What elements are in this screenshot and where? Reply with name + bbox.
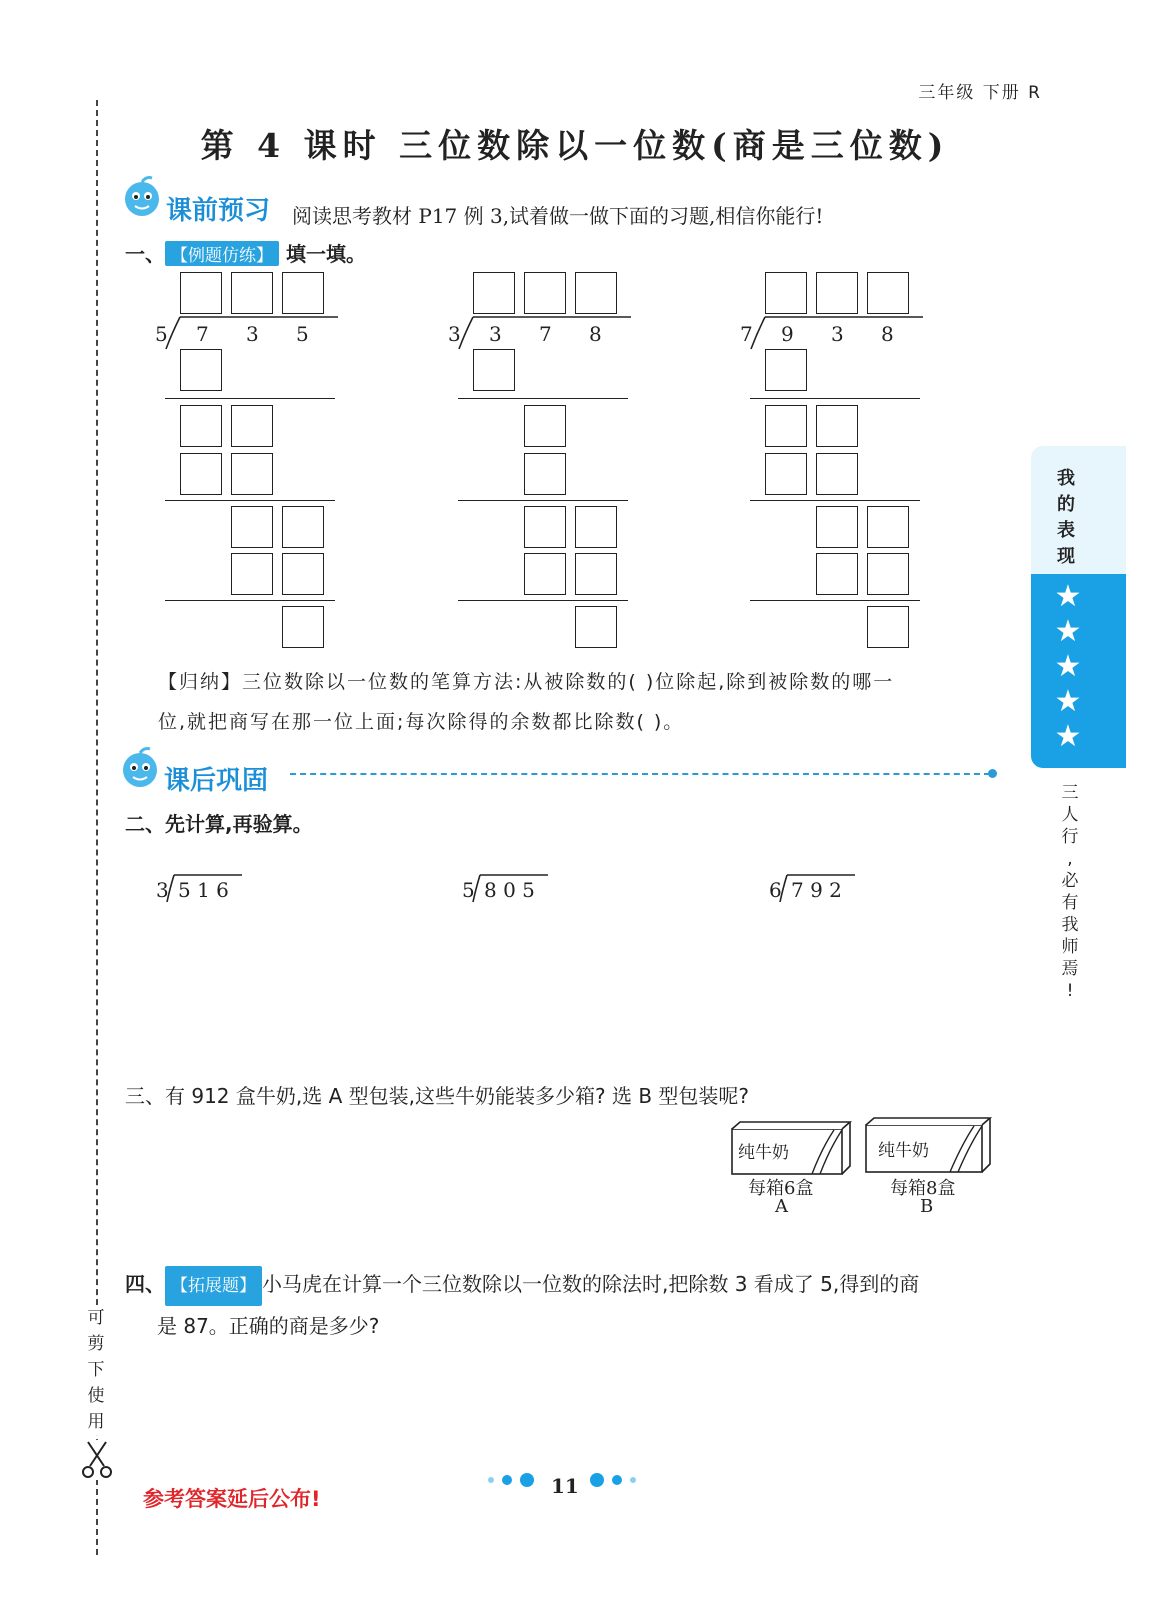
milk-box-label: 纯牛奶 xyxy=(738,1143,789,1163)
divisor: 5 xyxy=(462,878,475,902)
milk-box-type: A xyxy=(775,1196,788,1217)
dividend-digit: 7 xyxy=(539,322,552,346)
answer-box[interactable] xyxy=(575,272,617,314)
dividend-digit: 8 xyxy=(589,322,602,346)
page-title: 第 4 课时 三位数除以一位数(商是三位数) xyxy=(200,126,950,165)
star-icon[interactable]: ★ xyxy=(1054,579,1082,614)
star-icon[interactable]: ★ xyxy=(1054,719,1082,754)
divider-line xyxy=(165,600,335,601)
milk-box-caption: 每箱8盒 xyxy=(890,1178,956,1199)
dividend: 8 0 5 xyxy=(484,878,535,902)
divider-dot xyxy=(988,769,997,778)
milk-box-label: 纯牛奶 xyxy=(878,1141,929,1161)
answer-box[interactable] xyxy=(473,272,515,314)
answer-box[interactable] xyxy=(282,506,324,548)
dividend-digit: 9 xyxy=(781,322,794,346)
answer-box[interactable] xyxy=(816,405,858,447)
divisor: 3 xyxy=(448,322,461,346)
division-bracket xyxy=(150,313,340,353)
answer-box[interactable] xyxy=(231,405,273,447)
answer-box[interactable] xyxy=(180,405,222,447)
answer-box[interactable] xyxy=(524,272,566,314)
division-bracket xyxy=(443,313,633,353)
answer-box[interactable] xyxy=(180,453,222,495)
divisor: 3 xyxy=(156,878,169,902)
star-icon[interactable]: ★ xyxy=(1054,614,1082,649)
divider-line xyxy=(750,600,920,601)
milk-box-type: B xyxy=(920,1196,934,1217)
dividend-digit: 5 xyxy=(296,322,309,346)
answer-box[interactable] xyxy=(867,506,909,548)
dividend-digit: 3 xyxy=(831,322,844,346)
answer-note: 参考答案延后公布! xyxy=(143,1487,321,1511)
answer-box[interactable] xyxy=(867,606,909,648)
summary xyxy=(158,662,1008,742)
after-label: 课后巩固 xyxy=(164,766,269,796)
answer-box[interactable] xyxy=(282,606,324,648)
summary-line-1: 【归纳】三位数除以一位数的笔算方法:从被除数的( )位除起,除到被除数的哪一 xyxy=(158,671,895,693)
answer-box[interactable] xyxy=(524,405,566,447)
milk-box-caption: 每箱6盒 xyxy=(748,1178,814,1199)
preview-intro: 阅读思考教材 P17 例 3,试着做一做下面的习题,相信你能行! xyxy=(292,204,824,228)
performance-sidebar xyxy=(1031,446,1126,768)
cut-hint: 可 剪 下 使 用 xyxy=(86,1305,106,1435)
answer-box[interactable] xyxy=(867,272,909,314)
page-number: 11 xyxy=(551,1474,579,1498)
answer-box[interactable] xyxy=(231,453,273,495)
divider-line xyxy=(458,500,628,501)
answer-box[interactable] xyxy=(575,506,617,548)
q3-text: 三、有 912 盒牛奶,选 A 型包装,这些牛奶能装多少箱? 选 B 型包装呢? xyxy=(125,1084,750,1108)
preview-label: 课前预习 xyxy=(166,196,271,226)
performance-title: 我 的 表 现 xyxy=(1057,468,1075,567)
divider-line xyxy=(750,500,920,501)
answer-box[interactable] xyxy=(575,553,617,595)
answer-box[interactable] xyxy=(180,272,222,314)
divider-line xyxy=(165,500,335,501)
dividend: 5 1 6 xyxy=(178,878,229,902)
answer-box[interactable] xyxy=(282,553,324,595)
q1-heading: 一、 【例题仿练】 填一填。 xyxy=(125,242,366,266)
answer-box[interactable] xyxy=(816,272,858,314)
scissors-icon xyxy=(80,1440,114,1480)
star-icon[interactable]: ★ xyxy=(1054,684,1082,719)
divider-line xyxy=(458,398,628,399)
answer-box[interactable] xyxy=(765,349,807,391)
answer-box[interactable] xyxy=(765,405,807,447)
answer-box[interactable] xyxy=(816,453,858,495)
dividend-digit: 8 xyxy=(881,322,894,346)
dividend-digit: 3 xyxy=(489,322,502,346)
divisor: 7 xyxy=(740,322,753,346)
answer-box[interactable] xyxy=(231,506,273,548)
answer-box[interactable] xyxy=(765,453,807,495)
mascot-icon xyxy=(120,175,164,221)
q4-text: 四、 【拓展题】 小马虎在计算一个三位数除以一位数的除法时,把除数 3 看成了 5,得到的商 是 87。正确的商是多少? xyxy=(125,1264,1015,1346)
mascot-icon xyxy=(118,746,162,792)
division-bracket xyxy=(735,313,925,353)
answer-box[interactable] xyxy=(180,349,222,391)
dividend-digit: 3 xyxy=(246,322,259,346)
answer-box[interactable] xyxy=(231,272,273,314)
grade-label: 三年级 下册 R xyxy=(918,83,1042,103)
answer-box[interactable] xyxy=(231,553,273,595)
motto: 三 人 行 , 必 有 我 师 焉 ! xyxy=(1061,783,1079,1001)
divisor: 5 xyxy=(155,322,168,346)
q1-tag: 【例题仿练】 xyxy=(165,241,279,266)
answer-box[interactable] xyxy=(816,506,858,548)
divisor: 6 xyxy=(769,878,782,902)
section-divider xyxy=(290,773,990,775)
answer-box[interactable] xyxy=(524,553,566,595)
divider-line xyxy=(458,600,628,601)
answer-box[interactable] xyxy=(282,272,324,314)
answer-box[interactable] xyxy=(867,553,909,595)
divider-line xyxy=(165,398,335,399)
answer-box[interactable] xyxy=(473,349,515,391)
answer-box[interactable] xyxy=(524,453,566,495)
divider-line xyxy=(750,398,920,399)
dividend: 7 9 2 xyxy=(791,878,842,902)
q2-heading: 二、先计算,再验算。 xyxy=(125,812,313,836)
star-icon[interactable]: ★ xyxy=(1054,649,1082,684)
answer-box[interactable] xyxy=(524,506,566,548)
answer-box[interactable] xyxy=(575,606,617,648)
dividend-digit: 7 xyxy=(196,322,209,346)
q4-tag: 【拓展题】 xyxy=(165,1266,262,1306)
answer-box[interactable] xyxy=(765,272,807,314)
answer-box[interactable] xyxy=(816,553,858,595)
summary-line-2: 位,就把商写在那一位上面;每次除得的余数都比除数( )。 xyxy=(158,711,685,733)
